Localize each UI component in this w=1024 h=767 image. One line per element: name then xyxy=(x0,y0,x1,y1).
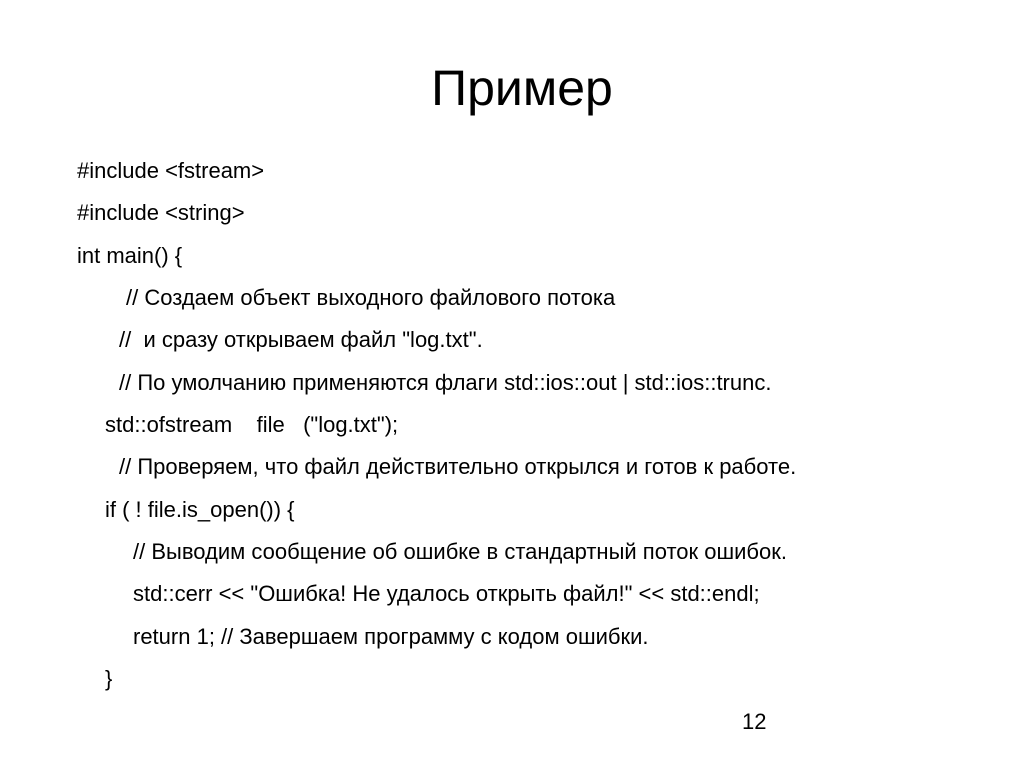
code-line: return 1; // Завершаем программу с кодом ошибки. xyxy=(133,624,649,649)
code-line: std::cerr << "Ошибка! Не удалось открыть файл!" << std::endl; xyxy=(133,581,760,606)
code-line: // Выводим сообщение об ошибке в стандартный поток ошибок. xyxy=(133,539,788,564)
code-line: #include <fstream> xyxy=(77,158,265,183)
code-line: // и сразу открываем файл "log.txt". xyxy=(119,327,483,352)
code-line: std::ofstream file ("log.txt"); xyxy=(105,412,399,437)
code-line: // По умолчанию применяются флаги std::ios::out | std::ios::trunc. xyxy=(119,370,772,395)
code-line: int main() { xyxy=(77,243,183,268)
code-line: #include <string> xyxy=(77,200,245,225)
code-line: } xyxy=(105,666,113,691)
code-line: // Создаем объект выходного файлового потока xyxy=(126,285,616,310)
slide-title: Пример xyxy=(431,60,613,116)
code-line: if ( ! file.is_open()) { xyxy=(105,497,295,522)
page-number: 12 xyxy=(742,709,767,734)
code-line: // Проверяем, что файл действительно открылся и готов к работе. xyxy=(119,454,797,479)
